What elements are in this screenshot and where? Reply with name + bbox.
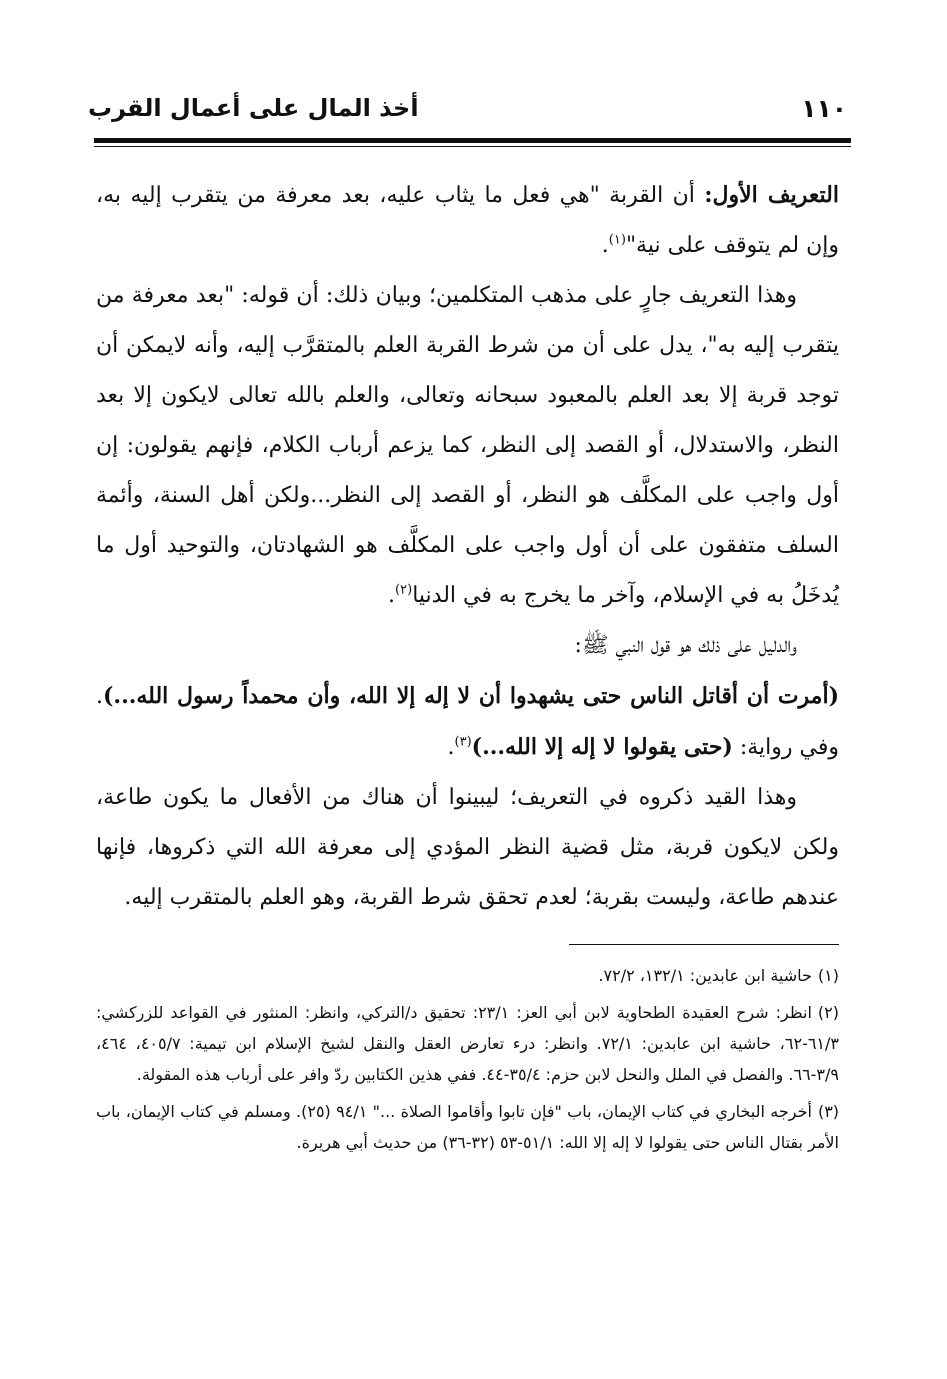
header-rule-thick bbox=[94, 138, 851, 143]
hadith-quote-variant: (حتى يقولوا لا إله إلا الله...) bbox=[471, 734, 733, 760]
footnote-number: (١) bbox=[817, 966, 839, 985]
evidence-intro-text: والدليل على ذلك هو قول النبي ﷺ: bbox=[574, 633, 797, 658]
footnote-ref-3: (٣) bbox=[454, 734, 472, 750]
explanation-text: وهذا التعريف جارٍ على مذهب المتكلمين؛ وبيان ذلك: أن قوله: "بعد معرفة من يتقرب إليه به"، يدل على أن من شرط القربة العلم بالمتقرَّب إليه، وأنه لايمكن أن توجد قربة إلا بعد العلم بالمعبود سبحانه وتعالى، والعلم بالله تعالى لايكون إلا بعد النظر، والاستدلال، أو القصد إلى النظر، كما يزعم أرباب الكلام، فإنهم يقولون: إن أول واجب على المكلَّف هو النظر، أو القصد إلى النظر...ولكن أهل السنة، وأئمة السلف متفقون على أن أول واجب على المكلَّف هو الشهادتان، والتوحيد أول ما يُدخَلُ به في الإسلام، وآخر ما يخرج به في الدنيا bbox=[96, 283, 839, 608]
footnote-ref-2: (٢) bbox=[395, 582, 413, 598]
paragraph-end: . bbox=[601, 233, 609, 258]
definition-text: أن القربة "هي فعل ما يثاب عليه، بعد معرفة من يتقرب إليه به، وإن لم يتوقف على نية" bbox=[96, 183, 839, 258]
paragraph-condition bbox=[96, 773, 839, 923]
footnote-1 bbox=[96, 960, 839, 991]
paragraph-definition bbox=[96, 170, 839, 271]
footnote-3 bbox=[96, 1096, 839, 1158]
definition-heading: التعريف الأول: bbox=[704, 182, 839, 208]
hadith-mid-text: . وفي رواية: bbox=[96, 684, 839, 760]
footnote-text: حاشية ابن عابدين: ١٣٢/١، ٧٢/٢. bbox=[598, 966, 812, 985]
paragraph-explanation bbox=[96, 271, 839, 621]
running-title: أخذ المال على أعمال القرب bbox=[88, 94, 419, 122]
footnotes bbox=[96, 960, 839, 1164]
footnote-text: انظر: شرح العقيدة الطحاوية لابن أبي العز: ٢٣/١: تحقيق د/التركي، وانظر: المنثور في القواعد للزركشي: ٦١/٣-٦٢، حاشية ابن عابدين: ٧٢/١. وانظر: درء تعارض العقل والنقل لشيخ الإسلام ابن تيمية: ٤٠٥/٧، ٤٦٤، ٣/٩-٦٦. والفصل في الملل والنحل لابن حزم: ٣٥/٤-٤٤. ففي هذين الكتابين ردّ وافر على أرباب هذه المقولة. bbox=[96, 1003, 839, 1084]
hadith-quote: (أمرت أن أقاتل الناس حتى يشهدوا أن لا إله إلا الله، وأن محمداً رسول الله...) bbox=[103, 683, 839, 709]
paragraph-hadith bbox=[96, 671, 839, 773]
main-text bbox=[96, 170, 839, 923]
condition-text: وهذا القيد ذكروه في التعريف؛ ليبينوا أن هناك من الأفعال ما يكون طاعة، ولكن لايكون قربة، مثل قضية النظر المؤدي إلى معرفة الله التي ذكروها، فإنها عندهم طاعة، وليست بقربة؛ لعدم تحقق شرط القربة، وهو العلم بالمتقرب إليه. bbox=[96, 785, 839, 910]
footnote-text: أخرجه البخاري في كتاب الإيمان، باب "فإن تابوا وأقاموا الصلاة ..." ٩٤/١ (٢٥). ومسلم في كتاب الإيمان، باب الأمر بقتال الناس حتى يقولوا لا إله إلا الله: ٥١/١-٥٣ (٣٢-٣٦) من حديث أبي هريرة. bbox=[96, 1102, 839, 1152]
footnote-separator bbox=[569, 944, 839, 945]
page-header bbox=[88, 92, 847, 132]
paragraph-end: . bbox=[447, 735, 455, 760]
paragraph-end: . bbox=[388, 583, 396, 608]
footnote-number: (٢) bbox=[817, 1003, 839, 1022]
footnote-2 bbox=[96, 997, 839, 1090]
footnote-number: (٣) bbox=[817, 1102, 840, 1121]
paragraph-evidence-intro bbox=[96, 621, 839, 671]
header-rule-thin bbox=[94, 146, 851, 147]
footnote-ref-1: (١) bbox=[608, 232, 626, 248]
page-number: ١١٠ bbox=[801, 94, 847, 123]
